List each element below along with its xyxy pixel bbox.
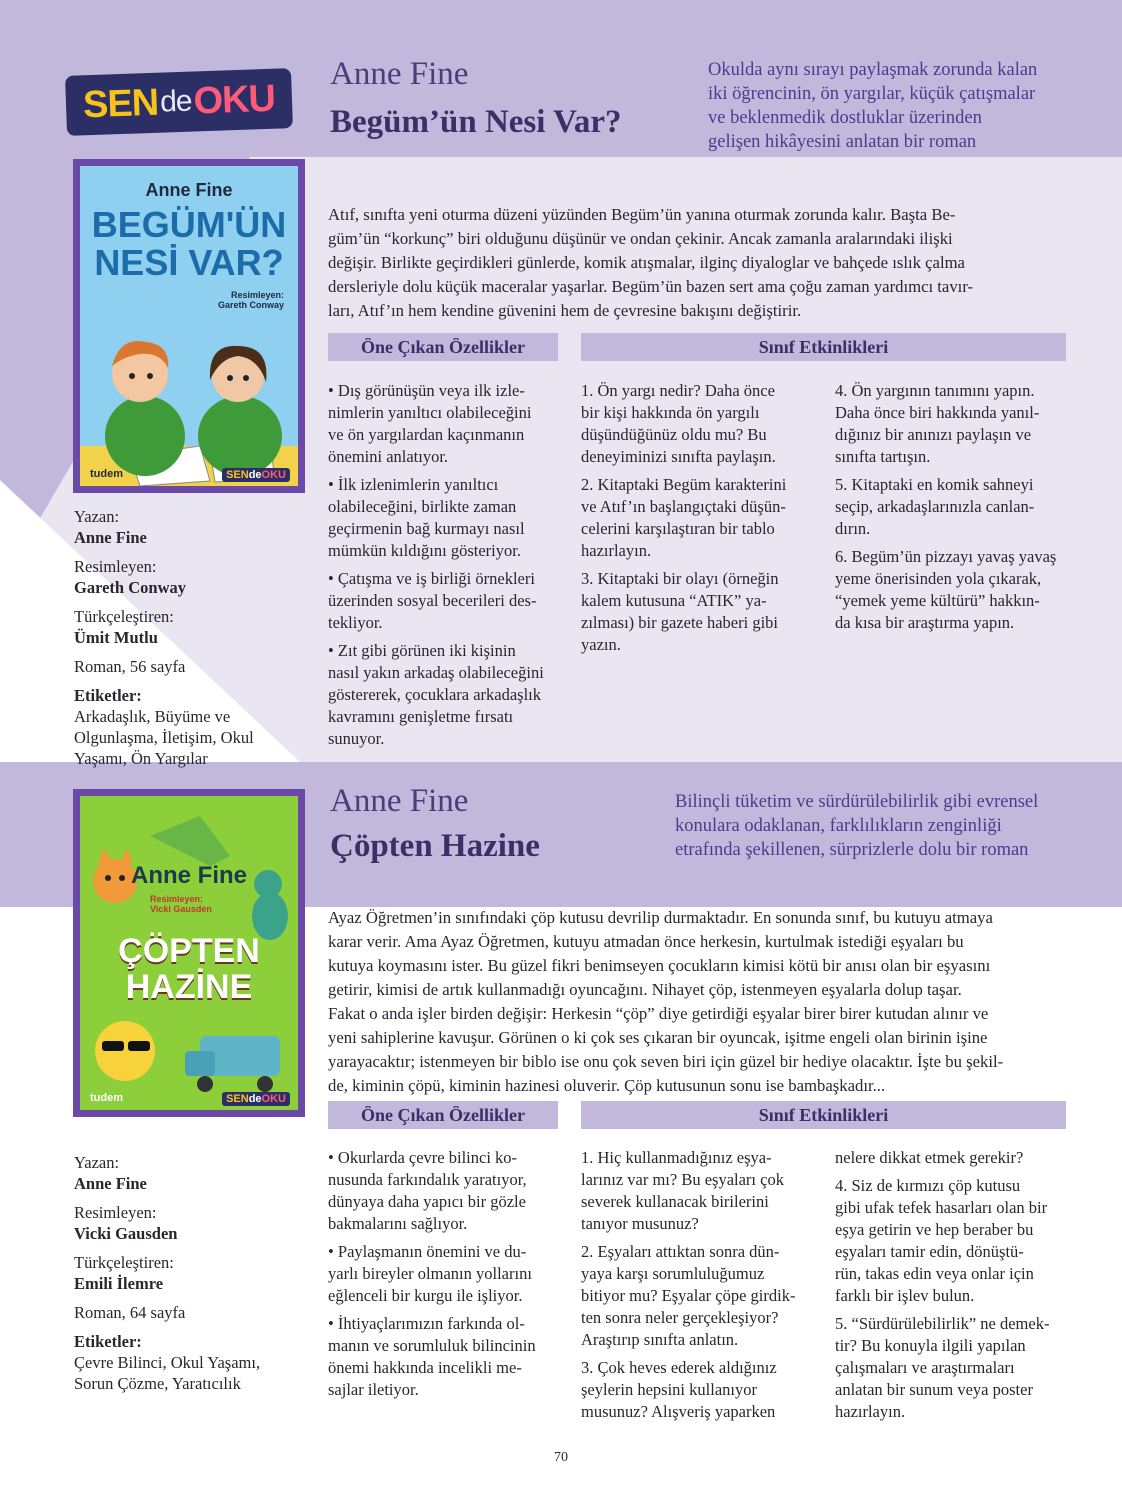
book1-title: Begüm’ün Nesi Var? [330,104,622,140]
book2-features: • Okurlarda çevre bilinci ko- nusunda farkındalık yaratıyor, dünyaya daha yapıcı bir gözle bakmalarını sağlıyor. • Paylaşmanın önemini ve du- yarlı bireyler olmanın yollarını eğlenceli bir kurgu ile işliyor. • İhtiyaçlarımızın farkında ol- manın ve sorumluluk bilincinin önemi hakkında incelikli me- sajlar iletiyor. [328,1148,536,1399]
book2-activities-header: Sınıf Etkinlikleri [581,1101,1066,1129]
book2-cover: Anne Fine Resimleyen: Vicki Gausden ÇÖPTEN HAZİNE tudem SENdeOKU [73,789,305,1117]
book2-activities-right: nelere dikkat etmek gerekir? 4. Siz de kırmızı çöp kutusu gibi ufak tefek hasarları olan bir eşya getirin ve hep beraber bu eşyaları tamir edin, dönüştü- rün, takas edin veya onlar için farklı bir işlev bulun. 5. “Sürdürülebilirlik” ne demek- tir? Bu konuyla ilgili yapılan çalışmaları ve araştırmaları anlatan bir sunum veya poster hazırlayın. [835,1148,1050,1421]
book1-cover-illustration [80,296,298,493]
book1-activities-header: Sınıf Etkinlikleri [581,333,1066,361]
book1-blurb: Okulda aynı sırayı paylaşmak zorunda kalan iki öğrencinin, ön yargılar, küçük çatışmalar ve beklenmedik dostluklar üzerinden gelişen hikâyesini anlatan bir roman [708,60,1038,152]
book2-title: Çöpten Hazine [330,828,540,864]
book1-features: • Dış görünüşün veya ilk izle- nimlerin yanıltıcı olabileceğini ve ön yargılardan kaçınmanın önemini anlatıyor. • İlk izlenimlerin yanıltıcı olabileceğini, birlikte zaman geçirmenin bağ kurmayı nasıl mümkün kıldığını gösteriyor. • Çatışma ve iş birliği örnekleri üzerinden sosyal becerileri des- tekliyor. • Zıt gibi görünen iki kişinin nasıl yakın arkadaş olabileceğini göstererek, çocuklara arkadaşlık kavramını genişletme fırsatı sunuyor. [328,381,544,748]
book2-activities-left: 1. Hiç kullanmadığınız eşya- larınız var mı? Bu eşyaları çok severek kullanacak birilerini tanıyor musunuz? 2. Eşyaları attıktan sonra dün- yaya karşı sorumluluğumuz bitiyor mu? Eşyalar çöpe girdik- ten sonra neler gerçekleşiyor? Araştırıp sınıfta anlatın. 3. Çok heves ederek aldığınız şeylerin hepsini kullanıyor musunuz? Alışveriş yaparken [581,1148,796,1421]
book2-meta: Yazan: Anne Fine Resimleyen: Vicki Gausden Türkçeleştiren: Emili İlemre Roman, 64 sayfa Etiketler: Çevre Bilinci, Okul Yaşamı, Sorun Çözme, Yaratıcılık [74,1153,261,1393]
book1-cover-title: BEGÜM'ÜN NESİ VAR? [91,204,287,283]
book1-cover: Anne Fine BEGÜM'ÜN NESİ VAR? Resimleyen: Gareth Conway tudem SENdeOKU [73,159,305,493]
book1-features-header: Öne Çıkan Özellikler [328,333,558,361]
book1-cover-logo: SENdeOKU [222,468,290,482]
book2-cover-logo: SENdeOKU [222,1092,290,1106]
sendeoku-logo: SEN de OKU [65,68,293,136]
book1-activities-left: 1. Ön yargı nedir? Daha önce bir kişi hakkında ön yargılı düşündüğünüz oldu mu? Bu deneyiminizi sınıfta paylaşın. 2. Kitaptaki Begüm karakterini ve Atıf’ın başlangıçtaki düşün- celerini karşılaştıran bir tablo hazırlayın. 3. Kitaptaki bir olayı (örneğin kalem kutusuna “ATIK” ya- zılması) bir gazete haberi gibi yazın. [581,381,787,654]
book2-blurb: Bilinçli tüketim ve sürdürülebilirlik gibi evrensel konulara odaklanan, farklılıkların zenginliği etrafında şekillenen, sürprizlerle dolu bir roman [675,792,1039,860]
book2-author: Anne Fine [330,783,469,819]
book2-cover-title: ÇÖPTEN HAZİNE [118,932,260,1006]
book2-summary: Ayaz Öğretmen’in sınıfındaki çöp kutusu devrilip durmaktadır. En sonunda sınıf, bu kutuyu atmaya karar verir. Ama Ayaz Öğretmen, kutuyu atmadan önce herkesin, kurtulmak istediği eşyaları bu kutuya koymasını ister. Bu güzel fikri benimseyen çocukların kimisi kötü bir anısı olan bir eşyasını getirir, kimisi de artık kullanmadığı oyuncağını. Nihayet çöp, istenmeyen eşyalarla dolup taşar. Fakat o anda işler birden değişir: Herkesin “çöp” diye getirdiği eşyalar birer birer kutudan alınır ve yeni sahiplerine kavuşur. Görünen o ki çok ses çıkaran bir oyuncak, işitme engeli olan birinin işine yarayacaktır; istenmeyen bir biblo ise onu çok seven biri için güzel bir hediye olacaktır. İşte bu şekil- de, kiminin çöpü, kiminin hazinesi oluverir. Çöp kutusunun sonu ise bambaşkadır... [328,908,1004,1095]
book1-summary: Atıf, sınıfta yeni oturma düzeni yüzünden Begüm’ün yanına oturmak zorunda kalır. Başta Be- güm’ün “korkunç” biri olduğunu düşünür ve ondan çekinir. Ancak zamanla aralarındaki ilişki değişir. Birlikte geçirdikleri günlerde, komik atışmalar, ilginç diyaloglar ve bahçede ıslık çalma dersleriyle dolu küçük maceralar yaşarlar. Begüm’ün bazen sert ama çoğu zaman yardımcı tavır- ları, Atıf’ın hem kendine güvenini hem de çevresine bakışını değiştirir. [328,205,974,320]
book1-activities-right: 4. Ön yargının tanımını yapın. Daha önce biri hakkında yanıl- dığınız bir anınızı paylaşın ve sınıfta tartışın. 5. Kitaptaki en komik sahneyi seçip, arkadaşlarınızla canlan- dırın. 6. Begüm’ün pizzayı yavaş yavaş yeme önerisinden yola çıkarak, “yemek yeme kültürü” hakkın- da kısa bir araştırma yapın. [835,381,1057,632]
page-number: 70 [554,1450,568,1465]
book2-features-header: Öne Çıkan Özellikler [328,1101,558,1129]
book1-meta: Yazan: Anne Fine Resimleyen: Gareth Conway Türkçeleştiren: Ümit Mutlu Roman, 56 sayfa Etiketler: Arkadaşlık, Büyüme ve Olgunlaşma, İletişim, Okul Yaşamı, Ön Yargılar [74,507,254,768]
book1-author: Anne Fine [330,56,469,92]
